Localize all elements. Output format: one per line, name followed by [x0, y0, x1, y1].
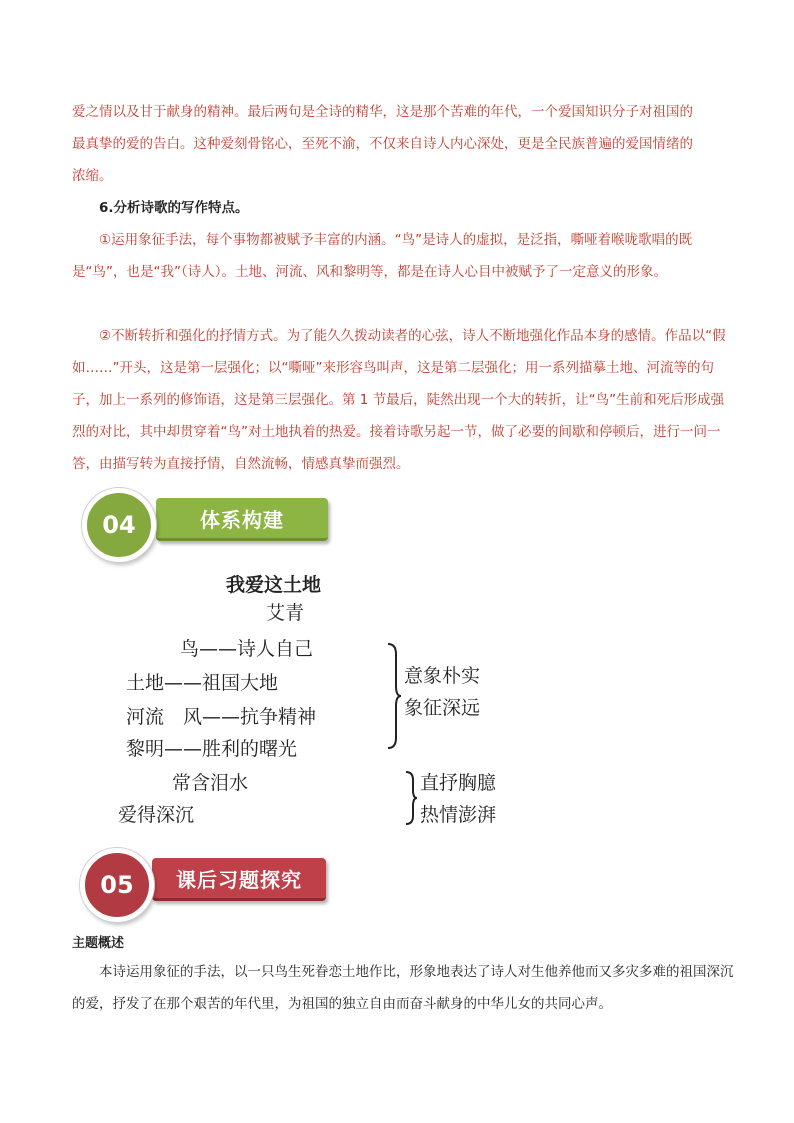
image-pair-river-wind: 河流 风——抗争精神 [126, 706, 317, 728]
image-pair-bird: 鸟——诗人自己 [180, 638, 314, 660]
poem-title: 我爱这土地 [226, 574, 322, 596]
poem-author: 艾青 [266, 602, 305, 624]
intro-line-1: 爱之情以及甘于献身的精神。最后两句是全诗的精华，这是那个苦难的年代，一个爱国知识分子对祖国的 [72, 104, 693, 120]
writing-feature-point-2: ②不断转折和强化的抒情方式。为了能久久拨动读者的心弦，诗人不断地强化作品本身的感情。作品以“假如……”开头，这是第一层强化；以“嘶哑”来形容鸟叫声，这是第二层强化；用一系列描摹土地、河流等的句子，加上一系列的修饰语，这是第三层强化。第 1 节最后，陡然出现一个大的转折，让“鸟”生前和死后形成强烈的对比，其中却贯穿着“鸟”对土地执着的热爱。接着诗歌另起一节，做了必要的间歇和停顿后，进行一问一答，由描写转为直接抒情，自然流畅，情感真挚而强烈。 [72, 328, 726, 472]
intro-line-2: 最真挚的爱的告白。这种爱刻骨铭心，至死不渝，不仅来自诗人内心深处，更是全民族普遍的爱国情绪的 [72, 136, 693, 152]
intro-line-3: 浓缩。 [72, 168, 113, 184]
image-pair-dawn: 黎明——胜利的曙光 [126, 738, 298, 760]
images-summary-2: 象征深远 [404, 697, 481, 719]
emotion-summary-1: 直抒胸臆 [420, 772, 497, 794]
image-pair-land: 土地——祖国大地 [126, 672, 279, 694]
section-number-badge: 04 [82, 488, 156, 562]
emotion-brace [404, 770, 418, 826]
images-summary-1: 意象朴实 [404, 665, 481, 687]
section-number-badge: 05 [80, 848, 154, 922]
theme-heading: 主题概述 [72, 936, 125, 951]
theme-body: 本诗运用象征的手法，以一只鸟生死眷恋土地作比，形象地表达了诗人对生他养他而又多灾多难的祖国深沉的爱，抒发了在那个艰苦的年代里，为祖国的独立自由而奋斗献身的中华儿女的共同心声。 [72, 964, 734, 1012]
emotion-line-2: 爱得深沉 [118, 804, 195, 826]
section-title: 课后习题探究 [152, 858, 326, 901]
emotion-summary-2: 热情澎湃 [420, 804, 497, 826]
images-brace [386, 642, 402, 750]
question-6-heading: 6.分析诗歌的写作特点。 [99, 200, 249, 216]
writing-feature-point-1: ①运用象征手法，每个事物都被赋予丰富的内涵。“鸟”是诗人的虚拟，是泛指，嘶哑着喉咙歌唱的既是“鸟”，也是“我”（诗人）。土地、河流、风和黎明等，都是在诗人心目中被赋予了一定意义的形象。 [72, 232, 693, 280]
emotion-line-1: 常含泪水 [172, 772, 249, 794]
section-title: 体系构建 [156, 498, 328, 541]
